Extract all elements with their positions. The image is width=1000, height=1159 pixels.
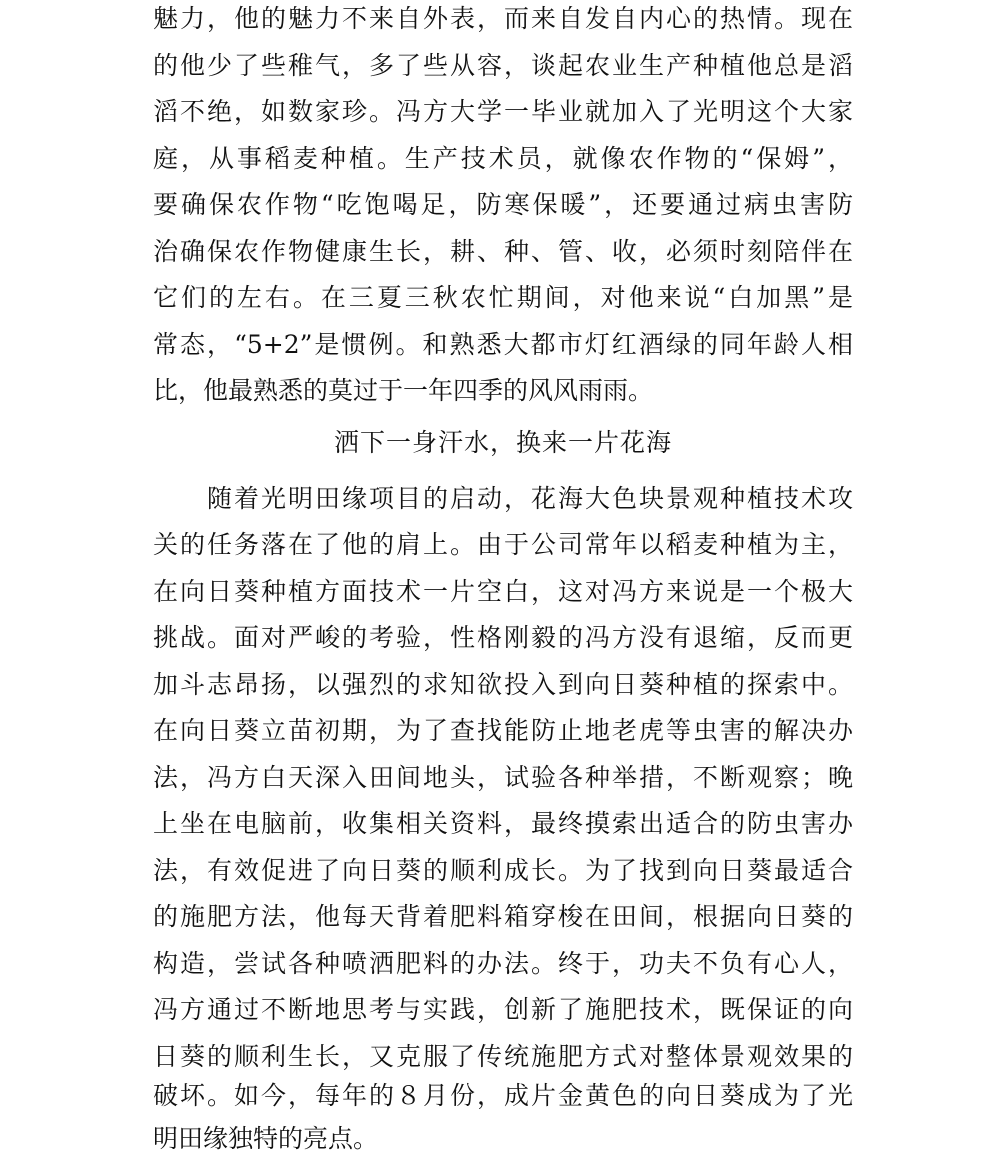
paragraph-2-line-13: 日葵的顺利生长，又克服了传统施肥方式对整体景观效果的 — [153, 1042, 853, 1071]
paragraph-2-line-3: 在向日葵种植方面技术一片空白，这对冯方来说是一个极大 — [153, 577, 853, 606]
paragraph-2-line-10: 的施肥方法，他每天背着肥料箱穿梭在田间，根据向日葵的 — [153, 902, 853, 931]
paragraph-2-line-15: 明田缘独特的亮点。 — [153, 1124, 379, 1153]
paragraph-1-line-7: 它们的左右。在三夏三秋农忙期间，对他来说“白加黑”是 — [153, 283, 853, 312]
paragraph-2-line-6: 在向日葵立苗初期，为了查找能防止地老虎等虫害的解决办 — [153, 716, 853, 745]
paragraph-1-line-5: 要确保农作物“吃饱喝足，防寒保暖”，还要通过病虫害防 — [153, 190, 853, 219]
paragraph-2-line-1: 随着光明田缘项目的启动，花海大色块景观种植技术攻 — [153, 484, 853, 513]
paragraph-2-line-14: 破坏。如今，每年的８月份，成片金黄色的向日葵成为了光 — [153, 1081, 853, 1110]
paragraph-2-line-2: 关的任务落在了他的肩上。由于公司常年以稻麦种植为主， — [153, 530, 853, 559]
paragraph-1-line-4: 庭，从事稻麦种植。生产技术员，就像农作物的“保姆”， — [153, 144, 853, 173]
paragraph-2-line-11: 构造，尝试各种喷洒肥料的办法。终于，功夫不负有心人， — [153, 949, 853, 978]
paragraph-2-line-8: 上坐在电脑前，收集相关资料，最终摸索出适合的防虫害办 — [153, 809, 853, 838]
paragraph-1-line-3: 滔不绝，如数家珍。冯方大学一毕业就加入了光明这个大家 — [153, 97, 853, 126]
paragraph-2-line-12: 冯方通过不断地思考与实践，创新了施肥技术，既保证的向 — [153, 995, 853, 1024]
paragraph-2-line-9: 法，有效促进了向日葵的顺利成长。为了找到向日葵最适合 — [153, 856, 853, 885]
paragraph-1-line-9: 比，他最熟悉的莫过于一年四季的风风雨雨。 — [153, 376, 654, 405]
paragraph-2-line-7: 法，冯方白天深入田间地头，试验各种举措，不断观察；晚 — [153, 763, 853, 792]
paragraph-1-line-6: 治确保农作物健康生长，耕、种、管、收，必须时刻陪伴在 — [153, 237, 853, 266]
section-heading: 洒下一身汗水，换来一片花海 — [333, 428, 672, 457]
paragraph-1-line-1: 魅力，他的魅力不来自外表，而来自发自内心的热情。现在 — [153, 4, 853, 33]
paragraph-1-line-2: 的他少了些稚气，多了些从容，谈起农业生产种植他总是滔 — [153, 51, 853, 80]
paragraph-2-line-5: 加斗志昂扬，以强烈的求知欲投入到向日葵种植的探索中。 — [153, 670, 853, 699]
paragraph-1-line-8: 常态，“5+2”是惯例。和熟悉大都市灯红酒绿的同年龄人相 — [153, 330, 853, 359]
paragraph-2-line-4: 挑战。面对严峻的考验，性格刚毅的冯方没有退缩，反而更 — [153, 623, 853, 652]
